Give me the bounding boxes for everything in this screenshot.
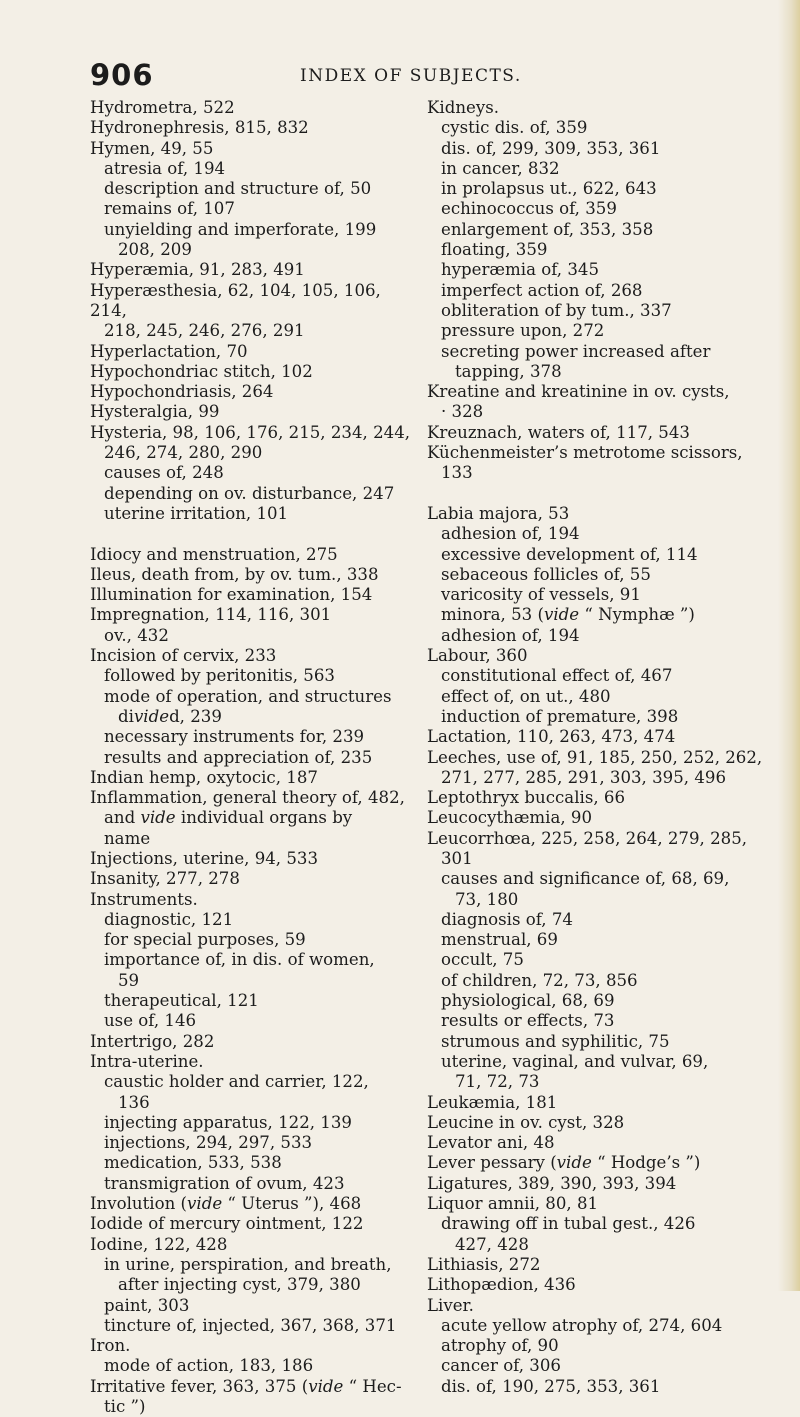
index-entry: Hydronephresis, 815, 832 (90, 118, 309, 138)
index-subentry: use of, 146 (104, 1011, 197, 1031)
index-entry: Lithiasis, 272 (427, 1254, 541, 1274)
index-subentry: unyielding and imperforate, 199 (104, 219, 377, 239)
index-subentry: cancer of, 306 (441, 1356, 561, 1376)
index-entry: Ligatures, 389, 390, 393, 394 (427, 1173, 677, 1193)
index-subentry: adhesion of, 194 (441, 625, 580, 645)
index-entry: Leucorrhœa, 225, 258, 264, 279, 285, (427, 828, 748, 848)
index-subentry: induction of premature, 398 (441, 706, 679, 726)
index-subentry: importance of, in dis. of women, (104, 950, 375, 970)
index-entry: Küchenmeister’s metrotome scissors, (427, 443, 743, 463)
section-gap (90, 524, 420, 544)
index-entry: Hypochondriac stitch, 102 (90, 361, 313, 381)
index-subentry: floating, 359 (441, 240, 548, 260)
index-subentry: 133 (441, 463, 473, 483)
index-subentry: 218, 245, 246, 276, 291 (104, 321, 305, 341)
index-entry: Liver. (427, 1295, 474, 1315)
index-subentry: uterine, vaginal, and vulvar, 69, (441, 1051, 709, 1071)
index-entry: Iodine, 122, 428 (90, 1234, 228, 1254)
index-entry: Labour, 360 (427, 646, 528, 666)
index-subentry: excessive development of, 114 (441, 544, 698, 564)
index-entry: Hyperlactation, 70 (90, 341, 248, 361)
index-entry: Hymen, 49, 55 (90, 138, 214, 158)
index-subentry: enlargement of, 353, 358 (441, 219, 654, 239)
index-subentry: menstrual, 69 (441, 930, 558, 950)
index-subentry: and vide individual organs by (104, 808, 353, 828)
index-subentry: remains of, 107 (104, 199, 235, 219)
index-subentry: 59 (118, 970, 140, 990)
index-subentry: dis. of, 299, 309, 353, 361 (441, 138, 661, 158)
index-subentry: description and structure of, 50 (104, 179, 372, 199)
running-title: INDEX OF SUBJECTS. (300, 66, 522, 86)
index-subentry: constitutional effect of, 467 (441, 666, 673, 686)
index-subentry: pressure upon, 272 (441, 321, 605, 341)
index-subentry: causes and significance of, 68, 69, (441, 869, 730, 889)
index-entry: Lever pessary (vide “ Hodge’s ”) (427, 1153, 701, 1173)
index-subentry: imperfect action of, 268 (441, 280, 643, 300)
index-entry: Iron. (90, 1336, 131, 1356)
page-number: 906 (90, 58, 154, 92)
index-entry: Injections, uterine, 94, 533 (90, 848, 319, 868)
index-subentry: diagnosis of, 74 (441, 909, 573, 929)
index-subentry: paint, 303 (104, 1295, 190, 1315)
index-subentry: in cancer, 832 (441, 158, 560, 178)
index-subentry: injections, 294, 297, 533 (104, 1133, 313, 1153)
index-entry: Hysteria, 98, 106, 176, 215, 234, 244, (90, 422, 411, 442)
index-entry: Leucine in ov. cyst, 328 (427, 1112, 625, 1132)
index-subentry: depending on ov. disturbance, 247 (104, 483, 395, 503)
index-subentry: strumous and syphilitic, 75 (441, 1031, 670, 1051)
index-entry: Inflammation, general theory of, 482, (90, 788, 405, 808)
index-subentry: results or effects, 73 (441, 1011, 615, 1031)
index-column-left (90, 98, 420, 1417)
index-subentry: injecting apparatus, 122, 139 (104, 1112, 352, 1132)
index-entry: Involution (vide “ Uterus ”), 468 (90, 1194, 362, 1214)
index-subentry: 136 (118, 1092, 150, 1112)
index-subentry: name (104, 828, 151, 848)
index-subentry: · 328 (441, 402, 484, 422)
index-subentry: divided, 239 (118, 706, 222, 726)
index-subentry: results and appreciation of, 235 (104, 747, 373, 767)
index-subentry: tic ”) (104, 1397, 146, 1416)
index-subentry: acute yellow atrophy of, 274, 604 (441, 1315, 723, 1335)
index-entry: Ileus, death from, by ov. tum., 338 (90, 564, 379, 584)
index-entry: Leptothryx buccalis, 66 (427, 788, 625, 808)
index-subentry: tapping, 378 (455, 361, 562, 381)
index-subentry: minora, 53 (vide “ Nymphæ ”) (441, 605, 695, 625)
index-entry: Kreatine and kreatinine in ov. cysts, (427, 382, 730, 402)
index-subentry: in urine, perspiration, and breath, (104, 1254, 392, 1274)
index-entry: Instruments. (90, 889, 198, 909)
index-subentry: atrophy of, 90 (441, 1336, 559, 1356)
index-subentry: for special purposes, 59 (104, 930, 306, 950)
index-subentry: 208, 209 (118, 240, 192, 260)
index-entry: Leucocythæmia, 90 (427, 808, 593, 828)
index-entry: Hyperæsthesia, 62, 104, 105, 106, 214, (90, 280, 381, 320)
index-subentry: caustic holder and carrier, 122, (104, 1072, 369, 1092)
index-subentry: uterine irritation, 101 (104, 503, 289, 523)
index-entry: Illumination for examination, 154 (90, 585, 373, 605)
index-entry: Lithopædion, 436 (427, 1275, 576, 1295)
page-edge-shadow (778, 0, 800, 1291)
index-subentry: secreting power increased after (441, 341, 711, 361)
index-subentry: 427, 428 (455, 1234, 529, 1254)
index-subentry: dis. of, 190, 275, 353, 361 (441, 1376, 661, 1396)
index-column-right (427, 98, 767, 1397)
index-entry: Leeches, use of, 91, 185, 250, 252, 262, (427, 747, 763, 767)
index-subentry: atresia of, 194 (104, 158, 226, 178)
index-subentry: mode of action, 183, 186 (104, 1356, 314, 1376)
index-subentry: diagnostic, 121 (104, 909, 234, 929)
index-subentry: hyperæmia of, 345 (441, 260, 600, 280)
index-subentry: effect of, on ut., 480 (441, 686, 611, 706)
index-subentry: 73, 180 (455, 889, 519, 909)
index-subentry: physiological, 68, 69 (441, 991, 615, 1011)
index-subentry: echinococcus of, 359 (441, 199, 617, 219)
index-subentry: adhesion of, 194 (441, 524, 580, 544)
index-entry: Insanity, 277, 278 (90, 869, 240, 889)
index-subentry: 301 (441, 848, 473, 868)
index-subentry: obliteration of by tum., 337 (441, 300, 672, 320)
index-subentry: therapeutical, 121 (104, 991, 259, 1011)
index-entry: Liquor amnii, 80, 81 (427, 1194, 599, 1214)
index-entry: Lactation, 110, 263, 473, 474 (427, 727, 676, 747)
index-entry: Hypochondriasis, 264 (90, 382, 274, 402)
index-entry: Irritative fever, 363, 375 (vide “ Hec- (90, 1376, 402, 1396)
index-subentry: 271, 277, 285, 291, 303, 395, 496 (441, 767, 727, 787)
index-subentry: causes of, 248 (104, 463, 224, 483)
index-subentry: medication, 533, 538 (104, 1153, 282, 1173)
index-subentry: 71, 72, 73 (455, 1072, 540, 1092)
index-entry: Hyperæmia, 91, 283, 491 (90, 260, 305, 280)
index-entry: Impregnation, 114, 116, 301 (90, 605, 332, 625)
index-entry: Hydrometra, 522 (90, 98, 235, 117)
index-subentry: varicosity of vessels, 91 (441, 585, 641, 605)
section-gap (427, 484, 767, 504)
index-entry: Iodide of mercury ointment, 122 (90, 1214, 364, 1234)
index-subentry: followed by peritonitis, 563 (104, 666, 335, 686)
index-subentry: drawing off in tubal gest., 426 (441, 1214, 696, 1234)
index-subentry: of children, 72, 73, 856 (441, 970, 638, 990)
index-entry: Incision of cervix, 233 (90, 646, 277, 666)
index-subentry: 246, 274, 280, 290 (104, 443, 263, 463)
index-entry: Kidneys. (427, 98, 499, 117)
index-subentry: occult, 75 (441, 950, 524, 970)
index-entry: Idiocy and menstruation, 275 (90, 544, 338, 564)
index-subentry: in prolapsus ut., 622, 643 (441, 179, 657, 199)
index-entry: Labia majora, 53 (427, 503, 570, 523)
index-subentry: mode of operation, and structures (104, 686, 392, 706)
index-entry: Indian hemp, oxytocic, 187 (90, 767, 318, 787)
page-header (0, 58, 800, 98)
index-entry: Kreuznach, waters of, 117, 543 (427, 422, 690, 442)
index-entry: Hysteralgia, 99 (90, 402, 220, 422)
index-entry: Leukæmia, 181 (427, 1092, 558, 1112)
index-subentry: ov., 432 (104, 625, 169, 645)
index-subentry: sebaceous follicles of, 55 (441, 564, 651, 584)
index-subentry: necessary instruments for, 239 (104, 727, 365, 747)
index-entry: Intertrigo, 282 (90, 1031, 215, 1051)
index-entry: Intra-uterine. (90, 1051, 204, 1071)
index-subentry: cystic dis. of, 359 (441, 118, 588, 138)
index-entry: Levator ani, 48 (427, 1133, 555, 1153)
index-subentry: transmigration of ovum, 423 (104, 1173, 345, 1193)
index-subentry: tincture of, injected, 367, 368, 371 (104, 1315, 397, 1335)
index-subentry: after injecting cyst, 379, 380 (118, 1275, 361, 1295)
